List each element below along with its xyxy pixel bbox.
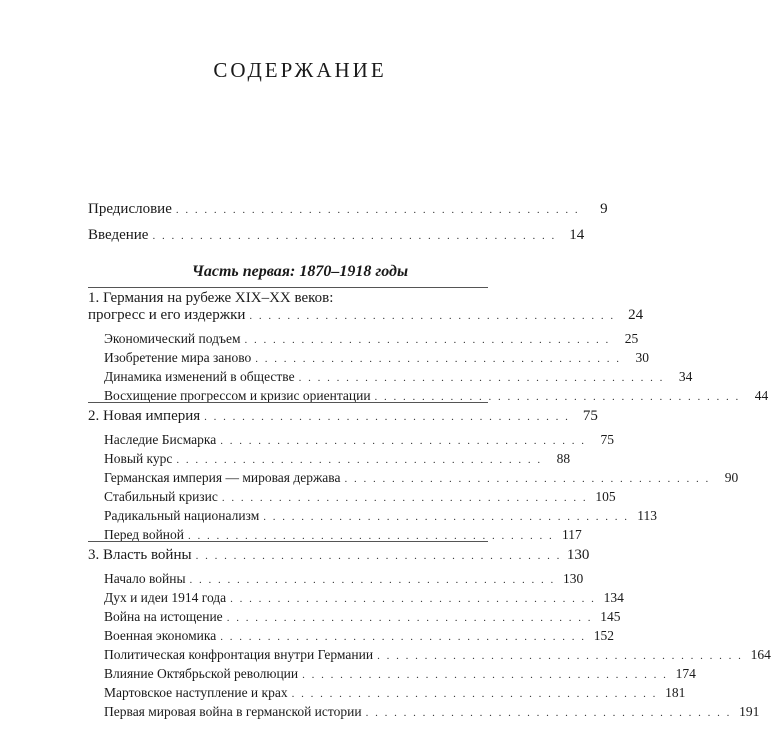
toc-entry-page: 130 — [563, 571, 584, 586]
leader-dots: . . . . . . . . . . . . . . . . . . . . . . . . . . . . . . . . . . . . . . . — [263, 511, 629, 523]
toc-entry-page: 164 — [750, 647, 771, 662]
leader-dots: . . . . . . . . . . . . . . . . . . . . . . . . . . . . . . . . . . . . . . . — [204, 411, 570, 423]
toc-entry-label: 2. Новая империя — [88, 408, 201, 424]
toc-entry-page: 90 — [724, 470, 739, 485]
toc-section — [104, 570, 584, 589]
toc-section — [104, 703, 760, 722]
toc-entry-page: 30 — [635, 350, 650, 365]
leader-dots: . . . . . . . . . . . . . . . . . . . . . . . . . . . . . . . . . . . . . . . — [374, 391, 741, 403]
toc-section — [104, 526, 582, 545]
toc-section — [104, 507, 657, 526]
chapter-divider — [88, 402, 488, 403]
leader-dots: . . . . . . . . . . . . . . . . . . . . . . . . . . . . . . . . . . . . . . . — [195, 550, 562, 562]
toc-entry-page: 145 — [600, 609, 621, 624]
toc-chapter-2 — [88, 407, 598, 426]
leader-dots: . . . . . . . . . . . . . . . . . . . . . . . . . . . . . . . . . . . . . . . — [244, 334, 611, 346]
toc-entry-page: 152 — [593, 628, 614, 643]
toc-entry-page: 25 — [624, 331, 639, 346]
toc-entry-label: 3. Власть войны — [88, 547, 192, 563]
leader-dots: . . . . . . . . . . . . . . . . . . . . . . . . . . . . . . . . . . . . . . . . . . . — [152, 230, 557, 242]
toc-entry-page: 34 — [678, 369, 693, 384]
toc-entry-page: 130 — [566, 547, 590, 563]
toc-entry-label: Влияние Октябрьской революции — [104, 666, 299, 681]
toc-entry-label: Экономический подъем — [104, 331, 241, 346]
toc-entry-page: 117 — [562, 527, 582, 542]
toc-entry-label: Наследие Бисмарка — [104, 432, 217, 447]
toc-entry-page: 105 — [595, 489, 616, 504]
leader-dots: . . . . . . . . . . . . . . . . . . . . . . . . . . . . . . . . . . . . . . . — [344, 473, 711, 485]
toc-entry-label: прогресс и его издержки — [88, 307, 246, 323]
toc-entry-page: 9 — [600, 201, 608, 217]
toc-entry-label: Новый курс — [104, 451, 173, 466]
toc-chapter-3 — [88, 546, 590, 565]
toc-section — [104, 431, 615, 450]
toc-entry-label: Радикальный национализм — [104, 508, 260, 523]
toc-section — [104, 349, 650, 368]
leader-dots: . . . . . . . . . . . . . . . . . . . . . . . . . . . . . . . . . . . . . . . — [188, 530, 554, 542]
leader-dots: . . . . . . . . . . . . . . . . . . . . . . . . . . . . . . . . . . . . . . . — [220, 435, 587, 447]
leader-dots: . . . . . . . . . . . . . . . . . . . . . . . . . . . . . . . . . . . . . . . — [377, 650, 743, 662]
toc-entry-label: Политическая конфронтация внутри Германии — [104, 647, 374, 662]
toc-section — [104, 469, 739, 488]
toc-section — [104, 589, 624, 608]
toc-entry-page: 14 — [569, 227, 585, 243]
leader-dots: . . . . . . . . . . . . . . . . . . . . . . . . . . . . . . . . . . . . . . . — [255, 353, 622, 365]
chapter-divider — [88, 541, 488, 542]
toc-entry-page: 44 — [754, 388, 769, 403]
toc-entry-label: Восхищение прогрессом и кризис ориентации — [104, 388, 371, 403]
leader-dots: . . . . . . . . . . . . . . . . . . . . . . . . . . . . . . . . . . . . . . . — [220, 631, 586, 643]
toc-entry-page: 75 — [600, 432, 615, 447]
toc-entry-page: 191 — [739, 704, 760, 719]
chapter-title-line1: 1. Германия на рубеже XIX–XX веков: — [88, 290, 334, 306]
toc-entry-label: Дух и идеи 1914 года — [104, 590, 227, 605]
page-title: СОДЕРЖАНИЕ — [213, 58, 387, 82]
toc-entry-page: 75 — [582, 408, 598, 424]
leader-dots: . . . . . . . . . . . . . . . . . . . . . . . . . . . . . . . . . . . . . . . — [230, 593, 596, 605]
toc-entry-label: Война на истощение — [104, 609, 223, 624]
toc-entry-label: Введение — [88, 227, 149, 243]
leader-dots: . . . . . . . . . . . . . . . . . . . . . . . . . . . . . . . . . . . . . . . — [221, 492, 588, 504]
toc-section — [104, 608, 621, 627]
toc-section — [104, 627, 614, 646]
toc-entry-label: Мартовское наступление и крах — [104, 685, 288, 700]
toc-entry-label: Германская империя — мировая держава — [104, 470, 341, 485]
toc-entry-label: Динамика изменений в обществе — [104, 369, 295, 384]
toc-section — [104, 665, 696, 684]
toc-entry-label: Первая мировая война в германской истории — [104, 704, 362, 719]
toc-section — [104, 450, 571, 469]
toc-entry-page: 174 — [675, 666, 696, 681]
leader-dots: . . . . . . . . . . . . . . . . . . . . . . . . . . . . . . . . . . . . . . . . . . . — [175, 204, 580, 216]
toc-entry-page: 181 — [665, 685, 686, 700]
toc-entry-label: Перед войной — [104, 527, 185, 542]
toc-entry-introduction — [88, 226, 585, 245]
toc-entry-label: Военная экономика — [104, 628, 217, 643]
part-title: Часть первая: 1870–1918 годы — [191, 263, 409, 280]
toc-entry-page: 113 — [637, 508, 657, 523]
leader-dots: . . . . . . . . . . . . . . . . . . . . . . . . . . . . . . . . . . . . . . . — [176, 454, 543, 466]
leader-dots: . . . . . . . . . . . . . . . . . . . . . . . . . . . . . . . . . . . . . . . — [302, 669, 668, 681]
toc-chapter-1 — [88, 306, 644, 325]
toc-section — [104, 684, 686, 703]
leader-dots: . . . . . . . . . . . . . . . . . . . . . . . . . . . . . . . . . . . . . . . — [365, 707, 732, 719]
toc-entry-page: 134 — [603, 590, 624, 605]
toc-entry-label: Изобретение мира заново — [104, 350, 252, 365]
leader-dots: . . . . . . . . . . . . . . . . . . . . . . . . . . . . . . . . . . . . . . . — [298, 372, 665, 384]
toc-entry-label: Стабильный кризис — [104, 489, 218, 504]
toc-entry-page: 88 — [556, 451, 571, 466]
toc-entry-label: Предисловие — [88, 201, 172, 217]
toc-section — [104, 646, 771, 665]
toc-entry-preface — [88, 200, 608, 219]
leader-dots: . . . . . . . . . . . . . . . . . . . . . . . . . . . . . . . . . . . . . . . — [189, 574, 556, 586]
toc-entry-page: 24 — [628, 307, 644, 323]
toc-section — [104, 330, 639, 349]
toc-section — [104, 368, 693, 387]
toc-section — [104, 488, 616, 507]
toc-section — [104, 387, 769, 406]
chapter-divider — [88, 287, 488, 288]
leader-dots: . . . . . . . . . . . . . . . . . . . . . . . . . . . . . . . . . . . . . . . — [249, 310, 616, 322]
leader-dots: . . . . . . . . . . . . . . . . . . . . . . . . . . . . . . . . . . . . . . . — [291, 688, 658, 700]
toc-entry-label: Начало войны — [104, 571, 186, 586]
leader-dots: . . . . . . . . . . . . . . . . . . . . . . . . . . . . . . . . . . . . . . . — [226, 612, 593, 624]
